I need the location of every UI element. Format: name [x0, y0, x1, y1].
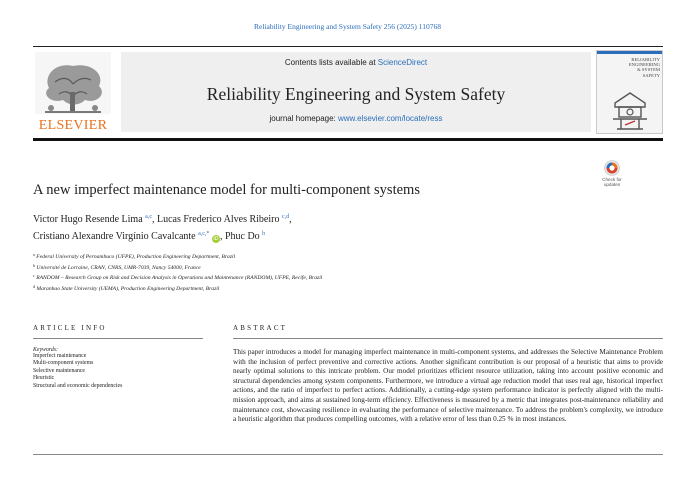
- author-line: [33, 210, 593, 227]
- journal-homepage-link[interactable]: www.elsevier.com/locate/ress: [338, 114, 443, 123]
- affiliation-mark: c: [33, 273, 35, 279]
- author-name[interactable]: Phuc Do: [224, 231, 260, 242]
- page-bottom-rule: [33, 454, 663, 455]
- elsevier-tree-icon: [35, 52, 111, 114]
- affiliation-text: RANDOM – Research Group on Risk and Decision Analysis in Operations and Maintenance (RANDOM), UFPE, Recife, Brazil: [36, 275, 323, 282]
- abstract-section: [233, 324, 663, 425]
- section-rule: [233, 338, 663, 339]
- author-name[interactable]: Victor Hugo Resende Lima: [33, 214, 143, 225]
- check-label-line: Check for: [602, 177, 622, 182]
- abstract-heading: ABSTRACT: [233, 324, 288, 332]
- article-info-heading: ARTICLE INFO: [33, 324, 107, 332]
- author-separator: ,: [289, 214, 292, 225]
- orcid-icon[interactable]: iD: [213, 236, 219, 242]
- author-separator: ,: [151, 214, 157, 225]
- homepage-prefix: journal homepage:: [269, 114, 338, 123]
- affiliation-mark: d: [33, 283, 35, 289]
- affiliation-mark: a: [33, 252, 35, 257]
- cover-band: [597, 51, 662, 54]
- article-info-section: [33, 324, 203, 390]
- journal-cover-thumbnail[interactable]: [596, 50, 663, 134]
- check-for-updates-icon: [604, 160, 620, 176]
- contents-prefix: Contents lists available at: [284, 58, 378, 67]
- affiliation-text: Maranhao State University (UEMA), Production Engineering Department, Brazil: [36, 285, 220, 292]
- affiliation-mark: b: [33, 262, 35, 268]
- cover-title-line: SAFETY: [642, 72, 660, 78]
- keyword-item: Selective maintenance: [33, 367, 85, 374]
- author-affiliation-marks[interactable]: a,c: [145, 214, 152, 220]
- cover-title-line: RELIABILITY: [631, 57, 660, 62]
- journal-title: Reliability Engineering and System Safety: [206, 84, 506, 104]
- contents-line: [121, 58, 591, 67]
- affiliation-text: Federal University of Pernambuco (UFPE), Production Engineering Department, Brazil: [36, 254, 236, 260]
- affiliation-line: [33, 251, 593, 262]
- author-affiliation-marks[interactable]: a,c,*: [198, 231, 210, 237]
- cover-art-icon: [607, 85, 653, 131]
- keyword-item: Imperfect maintenance: [33, 353, 87, 359]
- check-for-updates-label: [596, 177, 628, 187]
- keyword-item: Heuristic: [33, 375, 55, 382]
- author-separator: ,: [219, 231, 225, 242]
- elsevier-logo[interactable]: [33, 52, 113, 132]
- author-name[interactable]: Cristiano Alexandre Virgínio Cavalcante: [33, 231, 196, 242]
- journal-citation[interactable]: Reliability Engineering and System Safety 256 (2025) 110768: [254, 22, 441, 31]
- affiliation-line: [33, 283, 593, 294]
- sciencedirect-link[interactable]: ScienceDirect: [377, 58, 428, 67]
- author-affiliation-marks[interactable]: b: [262, 231, 266, 237]
- affiliation-line: [33, 272, 593, 283]
- header-top-rule: [33, 46, 663, 47]
- keywords-label: Keywords:: [33, 347, 58, 353]
- affiliation-text: Université de Lorraine, CRAN, CNRS, UMR-7039, Nancy 54000, France: [36, 264, 201, 271]
- check-for-updates-badge[interactable]: [596, 160, 628, 194]
- section-rule: [33, 338, 203, 339]
- affiliation-line: [33, 262, 593, 273]
- author-name[interactable]: Lucas Frederico Alves Ribeiro: [156, 214, 280, 225]
- keyword-item: Structural and economic dependencies: [33, 382, 123, 389]
- keyword-item: Multi-component systems: [33, 360, 94, 367]
- affiliations: [33, 251, 593, 293]
- elsevier-wordmark: ELSEVIER: [38, 118, 108, 133]
- author-list: [33, 210, 593, 244]
- header-bottom-rule: [33, 138, 663, 141]
- author-affiliation-marks[interactable]: c,d: [281, 214, 290, 220]
- abstract-text: This paper introduces a model for managing imperfect maintenance in multi-component systems, and addresses the Selective Maintenance Problem with the inclusion of perfect preventive and corrective actions. Another significant contribution is our proposal of a heuristic that aims to provide nearly optimal solutions to this intricate problem. Our model prioritizes efficient resource utilization, taking into account positive economic and structural dependencies among system components. Furthermore, we introduce a virtual age reduction model that uses real age, historical imperfect actions, and the ratio of imperfect to perfect actions. Additionally, a cutting-edge system performance indicator is perfectly aligned with the multi-mission approach, and aims at sustained long-term efficiency. Effectiveness is measured by a metric that integrates post-maintenance reliability and maintenance cost, showcasing resilience in evaluating the performance of selective maintenance. To address the problem's complexity, we introduce a heuristic algorithm that produces compelling outcomes, with a relative error of less than 0.25 % in most instances.: [233, 348, 663, 424]
- paper-title: A new imperfect maintenance model for multi-component systems: [33, 182, 420, 198]
- check-label-line: updates: [603, 182, 621, 187]
- journal-info-box: [121, 52, 591, 132]
- cover-title-line: & SYSTEM: [637, 67, 660, 73]
- cover-title-line: ENGINEERING: [628, 62, 660, 68]
- journal-header: [33, 46, 663, 140]
- cover-title: [600, 57, 660, 78]
- author-line: [33, 227, 593, 244]
- homepage-line: [121, 114, 591, 123]
